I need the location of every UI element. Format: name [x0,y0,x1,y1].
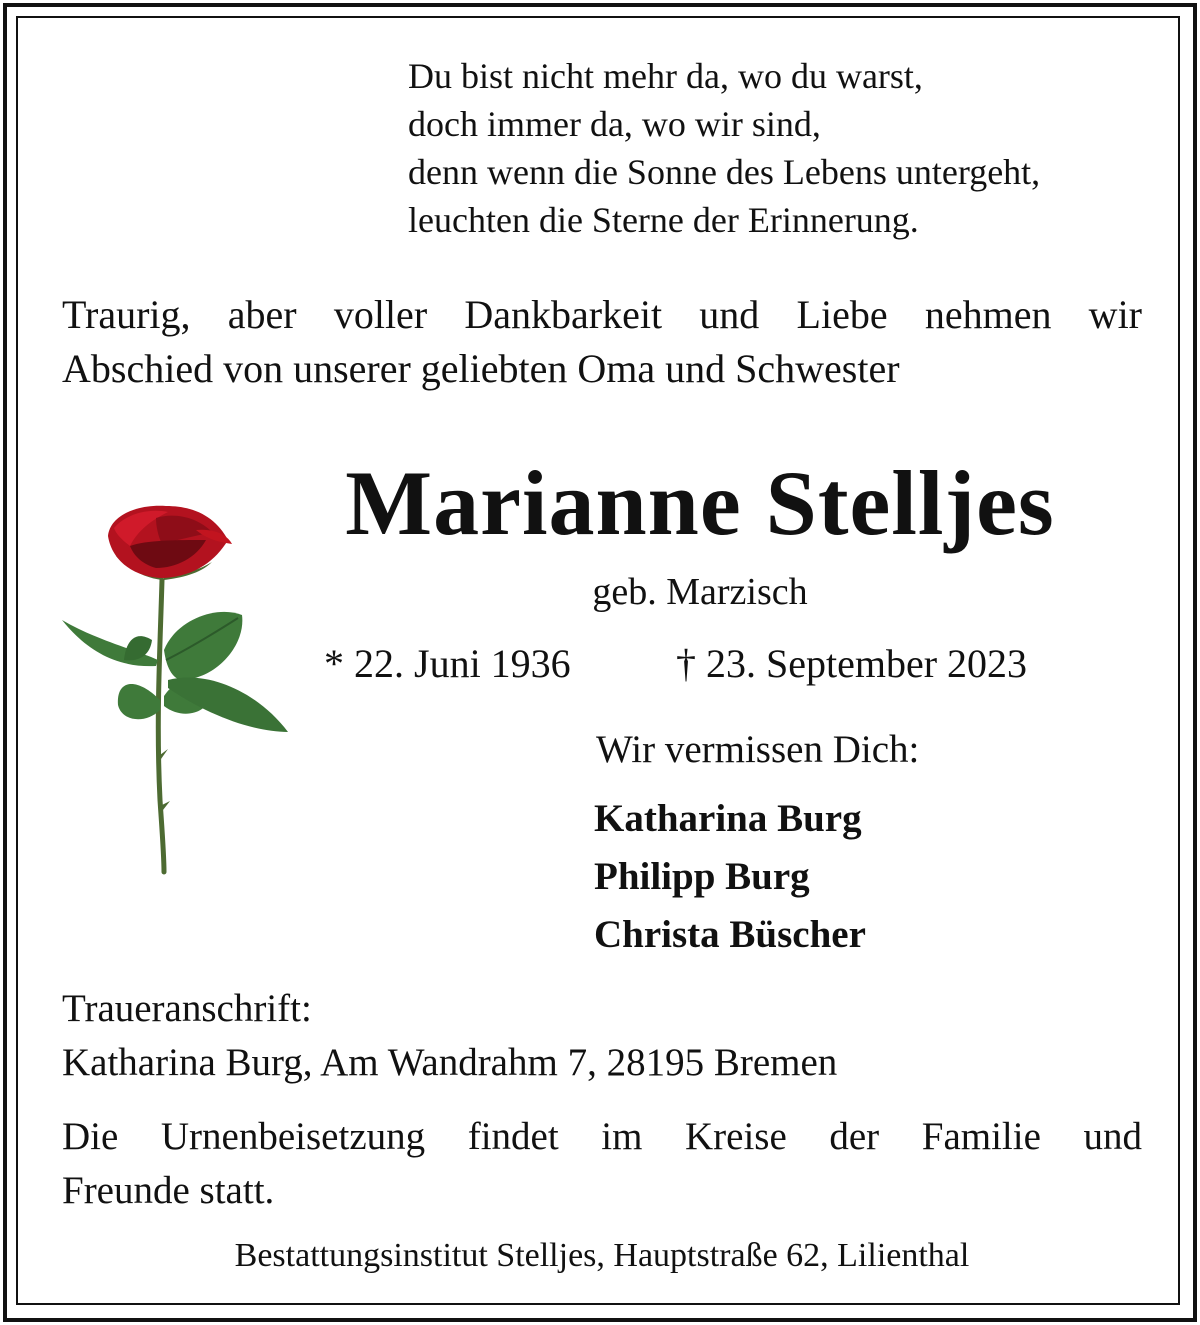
poem-line: Du bist nicht mehr da, wo du warst, [408,56,923,96]
intro-text [62,288,1142,396]
address-value: Katharina Burg, Am Wandrahm 7, 28195 Bremen [62,1041,838,1084]
burial-line: Freunde statt. [62,1169,275,1212]
intro-line: Abschied von unserer geliebten Oma und Schwester [62,346,900,391]
rose-leaf [118,684,160,719]
mourner-name: Katharina Burg [594,797,862,840]
undertaker-line: Bestattungsinstitut Stelljes, Hauptstraße 62, Lilienthal [234,1237,970,1274]
poem-line: denn wenn die Sonne des Lebens untergeht, [408,152,1041,192]
memorial-poem [408,52,1040,244]
mourners-heading: Wir vermissen Dich: [596,728,920,771]
rose-thorn [160,749,168,759]
maiden-name: geb. Marzisch [592,571,808,613]
poem-line: leuchten die Sterne der Erinnerung. [408,200,919,240]
rose-stem [158,580,164,872]
birth-date: * 22. Juni 1936 [324,641,571,686]
mourner-name: Christa Büscher [594,913,866,956]
red-rose-icon [56,500,296,880]
deceased-name: Marianne Stelljes [345,452,1055,554]
mourning-address [62,982,837,1090]
rose-thorn [162,801,170,810]
poem-line: doch immer da, wo wir sind, [408,104,821,144]
mourner-name: Philipp Burg [594,855,810,898]
burial-line: Die Urnenbeisetzung findet im Kreise der Familie und [62,1115,1142,1158]
mourners-list [594,790,866,964]
burial-notice [62,1110,1142,1218]
death-date: † 23. September 2023 [676,641,1028,686]
intro-line: Traurig, aber voller Dankbarkeit und Liebe nehmen wir [62,292,1142,337]
address-label: Traueranschrift: [62,987,312,1030]
